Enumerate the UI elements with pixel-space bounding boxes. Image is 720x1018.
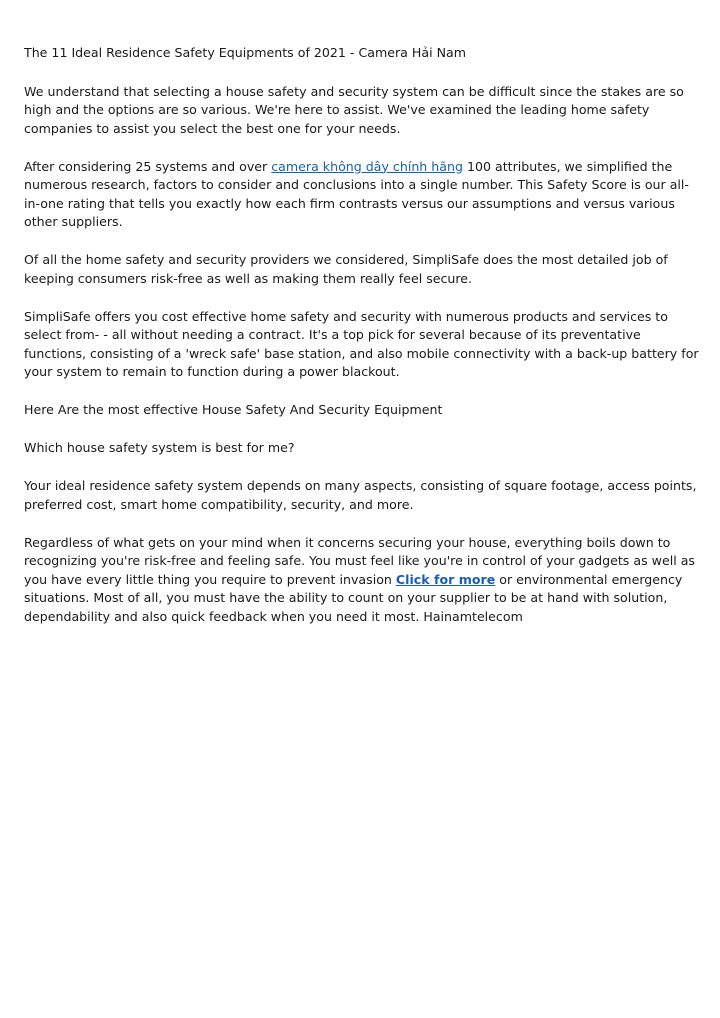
section-question: Which house safety system is best for me?	[24, 440, 295, 455]
paragraph-systems-text-start: After considering 25 systems and over	[24, 158, 272, 174]
camera-link[interactable]: camera không dây chính hãng	[271, 158, 463, 174]
paragraph-providers: Of all the home safety and security providers we considered, SimpliSafe does the most detailed job of keeping consumers risk-free as well as making them really feel secure.	[24, 252, 668, 286]
paragraph-intro: We understand that selecting a house safety and security system can be difficult since the stakes are so high and the options are so various. We're here to assist. We've examined the leading home safety companies to assist you select the best one for your needs.	[24, 83, 684, 136]
section-heading-equipment: Here Are the most effective House Safety And Security Equipment	[24, 402, 443, 417]
document-body	[24, 44, 700, 646]
click-for-more-link[interactable]: Click for more	[395, 571, 496, 587]
document-title: The 11 Ideal Residence Safety Equipments of 2021 - Camera Hải Nam	[24, 45, 466, 60]
paragraph-regardless	[24, 534, 700, 627]
paragraph-ideal-system: Your ideal residence safety system depends on many aspects, consisting of square footage, access points, preferred cost, smart home compatibility, security, and more.	[24, 478, 697, 512]
paragraph-regardless-text-end: or environmental emergency situations. Most of all, you must have the ability to count on your supplier to be at hand with solution, dependability and also quick feedback when you need it most. Hainamtelecom	[24, 571, 683, 624]
paragraph-systems	[24, 158, 700, 232]
paragraph-simplisafe: SimpliSafe offers you cost effective home safety and security with numerous products and services to select from- - all without needing a contract. It's a top pick for several because of its preventative functions, consisting of a 'wreck safe' base station, and also mobile connectivity with a back-up battery for your system to remain to function during a power blackout.	[24, 308, 699, 379]
paragraph-regardless-text-start: Regardless of what gets on your mind when it concerns securing your house, everything boils down to recognizing you're risk-free and feeling safe. You must feel like you're in control of your gadgets as well as you have every little thing you require to prevent invasion	[24, 534, 695, 587]
paragraph-systems-text-end: 100 attributes, we simplified the numerous research, factors to consider and conclusions into a single number. This Safety Score is our all-in-one rating that tells you exactly how each firm contrasts versus our assumptions and versus various other suppliers.	[24, 158, 689, 229]
